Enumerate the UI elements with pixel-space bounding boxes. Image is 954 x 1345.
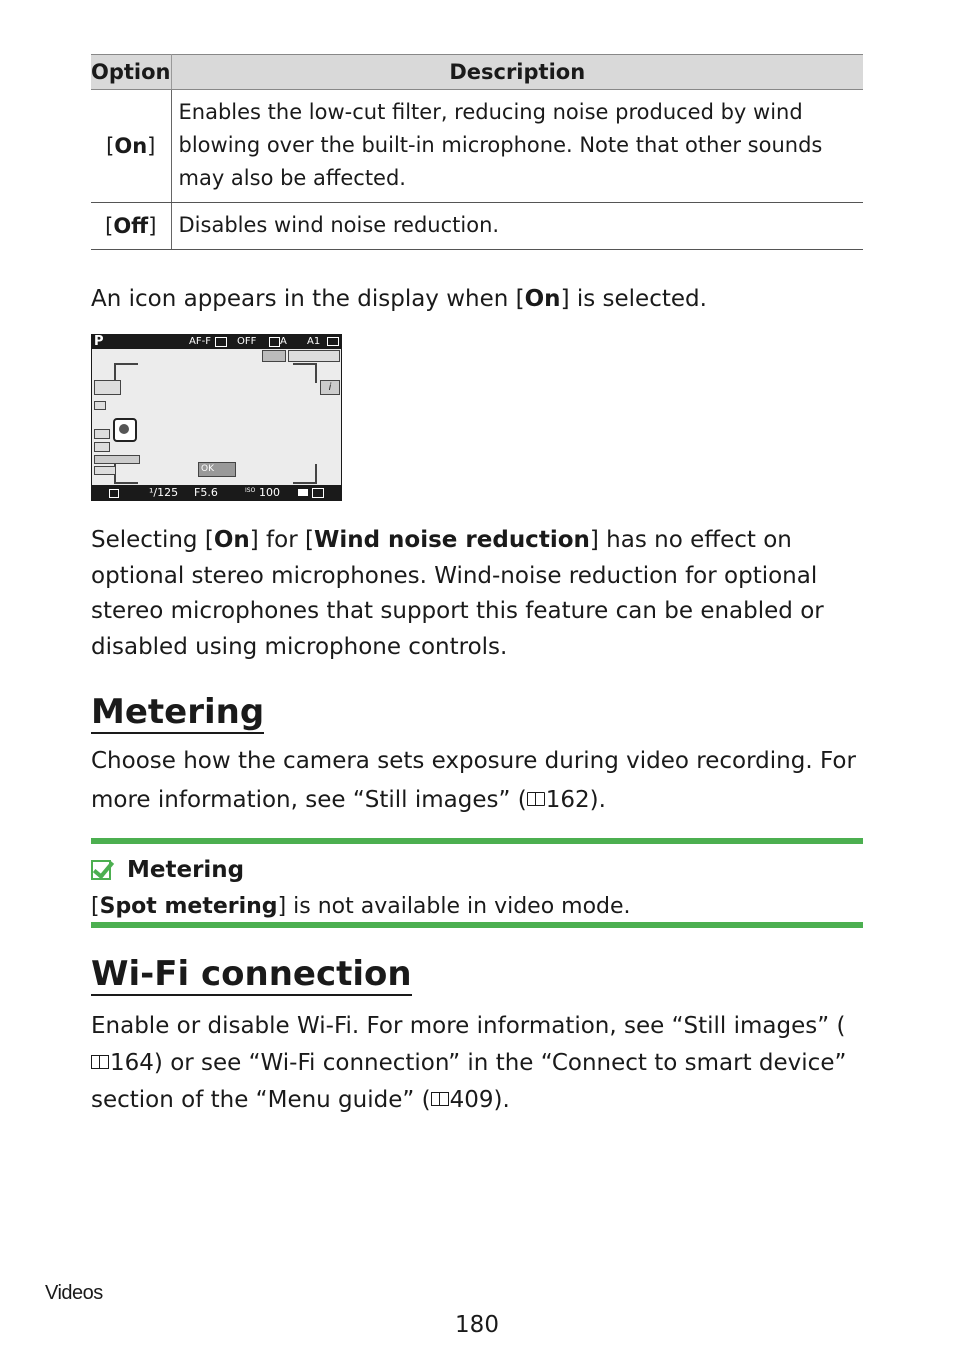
footer-section: Videos [45, 1282, 103, 1304]
sound-level-icon [94, 466, 116, 475]
book-icon [527, 792, 545, 806]
note-text-part: ] is not available in video mode. [277, 894, 631, 919]
picture-control-readout: A [280, 336, 287, 347]
option-off: Off [113, 213, 149, 238]
frame-size-icon [262, 350, 286, 362]
camera-display-image [91, 334, 342, 501]
recording-time-icon [288, 350, 340, 362]
camera-screen [92, 349, 341, 498]
book-icon [91, 1055, 109, 1069]
af-mode-icon [94, 380, 121, 395]
ok-button-icon [198, 462, 236, 477]
frame-corner-bl [114, 464, 138, 484]
frame-corner-br [293, 464, 317, 484]
iso-auto-icon: ISO [245, 487, 256, 494]
table-header-row [91, 55, 863, 90]
camera-bottom-bar [91, 485, 342, 501]
ok-label: OK [201, 464, 214, 474]
aperture: F5.6 [194, 486, 218, 499]
audio-icon [94, 442, 110, 452]
page-number: 180 [455, 1312, 499, 1338]
p2-text: Selecting [ [91, 527, 214, 553]
description-cell: Enables the low-cut filter, reducing noise produced by wind blowing over the built-in microphone. Note that other sounds may also be affected. [171, 90, 863, 203]
wifi-page-ref-2[interactable]: 409 [449, 1087, 494, 1113]
note-title: Metering [127, 857, 245, 883]
note-text [91, 891, 631, 923]
description-cell: Disables wind noise reduction. [171, 203, 863, 250]
shooting-mode: P [94, 334, 104, 349]
audio-level-meter [94, 455, 140, 464]
p2-bold-wind: Wind noise reduction [313, 527, 590, 553]
table-row [91, 90, 863, 203]
note-text-part: [ [91, 894, 100, 919]
option-cell: [Off] [91, 203, 171, 250]
note-bold: Spot metering [99, 894, 278, 919]
header-option: Option [91, 55, 171, 90]
shutter-value: 125 [157, 486, 179, 499]
iso-value: 100 [259, 486, 280, 499]
metering-text: Choose how the camera sets exposure during video recording. For more information, see “Still images” ( [91, 748, 856, 813]
option-on: On [114, 133, 148, 158]
note-title-row [91, 854, 244, 886]
focus-mode-readout: AF-F [189, 336, 211, 347]
intro-bold: On [524, 286, 561, 312]
shutter-speed: ¹/125 [149, 486, 179, 499]
book-icon [431, 1092, 449, 1106]
check-icon [91, 860, 111, 880]
battery-icon [94, 401, 106, 410]
white-balance-readout: A1 [307, 336, 321, 347]
header-description: Description [171, 55, 863, 90]
wifi-text: Enable or disable Wi-Fi. For more information, see “Still images” ( [91, 1013, 846, 1039]
intro-text: An icon appears in the display when [ [91, 286, 525, 312]
options-table [91, 54, 863, 250]
p2-text: ] for [ [249, 527, 314, 553]
camera-icon [298, 489, 308, 496]
wifi-heading-wrap [91, 954, 412, 996]
metering-paragraph [91, 742, 863, 820]
af-area-icon [215, 337, 227, 347]
vr-off-readout: OFF [237, 336, 257, 347]
wifi-heading: Wi-Fi connection [91, 954, 412, 994]
table-row [91, 203, 863, 250]
metering-heading: Metering [91, 692, 265, 732]
frame-corner-tr [293, 363, 317, 383]
p2-text: ] has no effect on optional stereo microphones. Wind-noise reduction for optional stereo microphones that support this feature can be enabled or disabled using microphone controls. [91, 527, 824, 660]
intro-paragraph [91, 282, 863, 318]
i-button-icon: i [320, 380, 340, 395]
camera-top-bar [91, 334, 342, 349]
wifi-page-ref-1[interactable]: 164 [110, 1050, 154, 1076]
release-mode-icon [312, 488, 324, 498]
option-cell: [On] [91, 90, 171, 203]
metering-page-ref[interactable]: 162 [545, 787, 590, 813]
intro-text-end: ] is selected. [560, 286, 707, 312]
metering-note-box [91, 838, 863, 928]
dx-icon [327, 337, 339, 346]
wifi-paragraph [91, 1008, 863, 1119]
stereo-mic-paragraph [91, 523, 863, 665]
metering-text-end: ). [589, 787, 606, 813]
wind-noise-reduction-icon [113, 418, 137, 442]
metering-icon [94, 429, 110, 439]
microphone-icon [119, 424, 129, 434]
wifi-text-end: ). [493, 1087, 510, 1113]
metering-mode-icon [109, 489, 119, 498]
wifi-text: ) or see “Wi-Fi connection” in the “Connect to smart device” section of the “Menu guide” ( [91, 1050, 847, 1113]
metering-heading-wrap [91, 692, 264, 734]
p2-bold-on: On [213, 527, 250, 553]
picture-control-icon [269, 337, 280, 347]
